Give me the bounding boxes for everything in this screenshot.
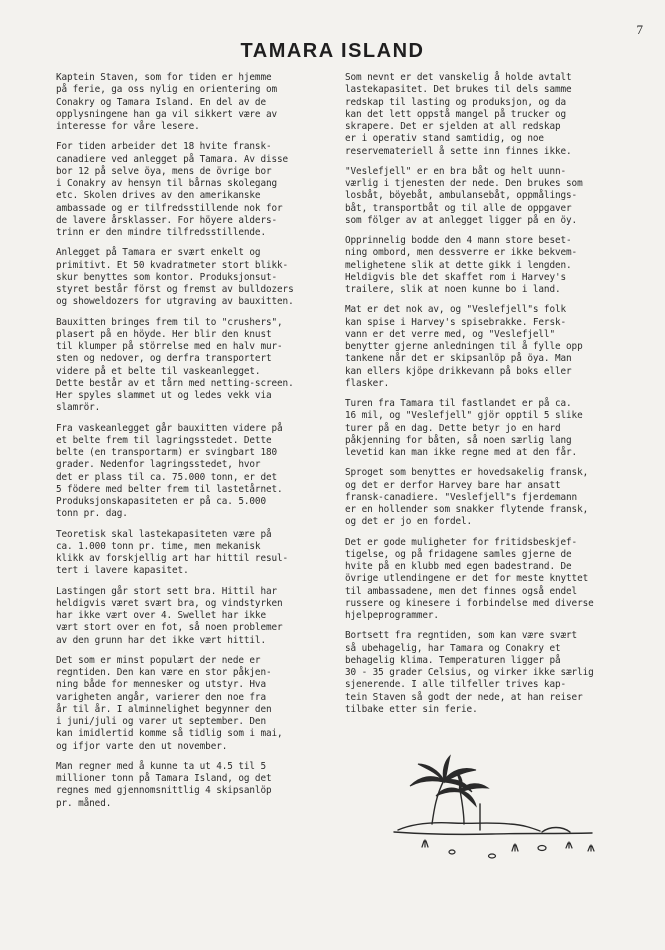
text-line: på ferie, ga oss nylig en orientering om bbox=[56, 84, 278, 96]
text-line: grader. Nedenfor lagringsstedet, hvor bbox=[56, 459, 261, 471]
text-line: Anlegget på Tamara er svært enkelt og bbox=[56, 247, 261, 259]
text-line: Det er gode muligheter for fritidsbeskjef- bbox=[345, 536, 578, 548]
text-line: kan ellers kjöpe drikkevann på boks eller bbox=[345, 365, 572, 377]
text-line: styret består först og fremst av bulldozers bbox=[56, 284, 294, 295]
text-line: sjenerende. I alle tilfeller trives kap- bbox=[345, 679, 567, 691]
text-line: millioner tonn på Tamara Island, og det bbox=[56, 773, 272, 784]
text-line: til ambassadene, men det finnes også endel bbox=[345, 585, 578, 597]
text-line: år til år. I alminnelighet begynner den bbox=[56, 703, 272, 715]
text-line: vann er det verre med, og "Veslefjell" bbox=[345, 328, 555, 340]
text-line: "Veslefjell" er en bra båt og helt uunn- bbox=[345, 165, 567, 177]
text-line: Mat er det nok av, og "Veslefjell"s folk bbox=[345, 304, 567, 316]
text-line: er en hollender som snakker flytende fransk, bbox=[345, 504, 589, 515]
text-line: hvite på en klubb med egen badestrand. De bbox=[345, 561, 572, 572]
text-line: og det er jo en fordel. bbox=[345, 516, 473, 528]
text-line: varigheten angår, varierer den noe fra bbox=[56, 691, 266, 703]
left-column bbox=[56, 72, 331, 818]
text-line: redskap til lasting og produksjon, og da bbox=[345, 96, 567, 108]
palm-island-sketch-icon bbox=[392, 752, 612, 864]
text-line: og det er derfor Harvey bare har ansatt bbox=[345, 479, 561, 491]
text-line: losbåt, böyebåt, ambulansebåt, oppmålings- bbox=[345, 190, 578, 202]
right-column bbox=[345, 72, 617, 724]
text-line: Sproget som benyttes er hovedsakelig fransk, bbox=[345, 467, 589, 479]
text-line: Conakry og Tamara Island. En del av de bbox=[56, 96, 266, 108]
text-line: regnes med gjennomsnittlig 4 skipsanlöp bbox=[56, 785, 272, 797]
text-line: Bauxitten bringes frem til to "crushers", bbox=[56, 316, 283, 328]
text-line: canadiere ved anlegget på Tamara. Av disse bbox=[56, 153, 289, 165]
text-line: plasert på en höyde. Her blir den knust bbox=[56, 328, 272, 340]
text-line: Kaptein Staven, som for tiden er hjemme bbox=[56, 72, 272, 83]
text-line: flasker. bbox=[345, 377, 390, 389]
text-line: tigelse, og på fridagene samles gjerne de bbox=[345, 548, 572, 560]
text-line: skrapere. Det er sjelden at all redskap bbox=[345, 121, 561, 132]
text-line: tein Staven så godt der nede, at han reiser bbox=[345, 691, 583, 703]
text-line: Opprinnelig bodde den 4 mann store beset- bbox=[345, 235, 572, 246]
text-line: Turen fra Tamara til fastlandet er på ca. bbox=[345, 398, 572, 409]
right-column-paragraph bbox=[345, 72, 617, 158]
text-line: Det som er minst populært der nede er bbox=[56, 654, 261, 666]
text-line: så ubehagelig, har Tamara og Conakry et bbox=[345, 642, 561, 654]
text-line: har ikke vært over 4. Swellet har ikke bbox=[56, 610, 266, 621]
text-line: tankene når det er skipsanlöp på öya. Man bbox=[345, 353, 572, 365]
text-line: turer på en dag. Dette betyr jo en hard bbox=[345, 422, 561, 434]
left-column-paragraph bbox=[56, 655, 331, 753]
text-line: melighetene slik at dette gikk i lengden. bbox=[345, 259, 572, 271]
text-line: Dette består av et tårn med netting-screen. bbox=[56, 377, 294, 389]
text-line: russere og kinesere i forbindelse med diverse bbox=[345, 597, 594, 609]
text-line: er i operativ stand samtidig, og noe bbox=[345, 133, 544, 145]
text-line: 30 - 35 grader Celsius, og virker ikke særlig bbox=[345, 667, 594, 678]
article-title: TAMARA ISLAND bbox=[240, 40, 425, 62]
text-line: benytter gjerne anledningen til å fylle opp bbox=[345, 341, 583, 352]
text-line: pr. måned. bbox=[56, 797, 112, 809]
text-line: hjelpeprogrammer. bbox=[345, 610, 439, 621]
text-line: påkjenning for båten, så noen særlig lang bbox=[345, 434, 572, 446]
text-line: primitivt. Et 50 kvadratmeter stort blikk- bbox=[56, 259, 289, 271]
text-line: Man regner med å kunne ta ut 4.5 til 5 bbox=[56, 760, 266, 772]
text-line: de lavere årsklasser. For höyere alders- bbox=[56, 214, 278, 226]
text-line: opplysningene han ga vil sikkert være av bbox=[56, 108, 278, 120]
text-line: i juni/juli og varer ut september. Den bbox=[56, 716, 266, 727]
text-line: interesse for våre lesere. bbox=[56, 121, 200, 132]
text-line: behagelig klima. Temperaturen ligger på bbox=[345, 654, 561, 666]
text-line: tilbake etter sin ferie. bbox=[345, 703, 478, 715]
text-line: bor 12 på selve öya, mens de övrige bor bbox=[56, 165, 272, 177]
text-line: ambassade og er tilfredsstillende nok for bbox=[56, 202, 283, 214]
text-line: slamrör. bbox=[56, 402, 101, 414]
text-line: værlig i tjenesten der nede. Den brukes som bbox=[345, 178, 583, 189]
left-column-paragraph bbox=[56, 761, 331, 810]
text-line: kan imidlertid komme så tidlig som i mai, bbox=[56, 728, 283, 740]
text-line: båt, transportbåt og til alle de oppgaver bbox=[345, 202, 572, 214]
text-line: regntiden. Den kan være en stor påkjen- bbox=[56, 667, 272, 678]
text-line: kan spise i Harvey's spisebrakke. Fersk- bbox=[345, 316, 567, 328]
text-line: 16 mil, og "Veslefjell" gjör opptil 5 slike bbox=[345, 410, 583, 422]
text-line: det er plass til ca. 75.000 tonn, er det bbox=[56, 471, 278, 483]
text-line: trinn er den mindre tilfredsstillende. bbox=[56, 227, 266, 238]
left-column-paragraph bbox=[56, 586, 331, 647]
text-line: heldigvis været svært bra, og vindstyrken bbox=[56, 597, 283, 609]
text-line: 5 födere med belter frem til lastetårnet. bbox=[56, 483, 283, 495]
text-line: Fra vaskeanlegget går bauxitten videre på bbox=[56, 422, 283, 434]
text-line: ning ombord, men dessverre er ikke bekvem- bbox=[345, 247, 578, 259]
left-column-paragraph bbox=[56, 529, 331, 578]
right-column-paragraph bbox=[345, 166, 617, 227]
left-column-paragraph bbox=[56, 72, 331, 133]
right-column-paragraph bbox=[345, 467, 617, 528]
text-line: i Conakry av hensyn til bårnas skolegang bbox=[56, 178, 278, 189]
text-line: som fölger av at anlegget ligger på en öy. bbox=[345, 214, 578, 226]
text-line: övrige utlendingene er det for meste knyttet bbox=[345, 573, 589, 585]
text-line: ning både for mennesker og utstyr. Hva bbox=[56, 679, 266, 691]
text-line: klikk av forskjellig art har hittil resul- bbox=[56, 553, 289, 564]
text-line: For tiden arbeider det 18 hvite fransk- bbox=[56, 141, 272, 153]
page-number: 7 bbox=[636, 22, 643, 37]
text-line: sten og nedover, og derfra transportert bbox=[56, 353, 272, 365]
text-line: Teoretisk skal lastekapasiteten være på bbox=[56, 528, 272, 540]
text-line: til klumper på störrelse med en halv mur- bbox=[56, 341, 283, 352]
text-line: og showeldozers for utgraving av bauxitten. bbox=[56, 296, 294, 308]
text-line: Som nevnt er det vanskelig å holde avtalt bbox=[345, 72, 572, 83]
text-line: fransk-canadiere. "Veslefjell"s fjerdemann bbox=[345, 491, 578, 503]
text-line: reservemateriell å sette inn finnes ikke. bbox=[345, 145, 572, 157]
text-line: Heldigvis ble det skaffet rom i Harvey's bbox=[345, 271, 567, 283]
right-column-paragraph bbox=[345, 537, 617, 623]
text-line: lastekapasitet. Det brukes til dels samme bbox=[345, 84, 572, 96]
text-line: belte (en transportarm) er svingbart 180 bbox=[56, 447, 278, 458]
text-line: av den grunn har det ikke vært hittil. bbox=[56, 634, 266, 646]
text-line: og ifjor varte den ut november. bbox=[56, 740, 228, 752]
text-line: tert i lavere kapasitet. bbox=[56, 565, 189, 577]
left-column-paragraph bbox=[56, 423, 331, 521]
text-line: etc. Skolen drives av den amerikanske bbox=[56, 190, 261, 202]
right-column-paragraph bbox=[345, 630, 617, 716]
left-column-paragraph bbox=[56, 317, 331, 415]
text-line: vært stort over en fot, så noen problemer bbox=[56, 622, 283, 634]
text-line: Bortsett fra regntiden, som kan være svært bbox=[345, 630, 578, 642]
right-column-paragraph bbox=[345, 398, 617, 459]
text-line: videre på et belte til vaskeanlegget. bbox=[56, 365, 261, 377]
text-line: et belte frem til lagringsstedet. Dette bbox=[56, 434, 272, 446]
text-line: Lastingen går stort sett bra. Hittil har bbox=[56, 585, 278, 597]
text-line: ca. 1.000 tonn pr. time, men mekanisk bbox=[56, 540, 261, 552]
text-line: kan det lett oppstå mangel på trucker og bbox=[345, 108, 567, 120]
left-column-paragraph bbox=[56, 141, 331, 239]
right-column-paragraph bbox=[345, 304, 617, 390]
text-line: Produksjonskapasiteten er på ca. 5.000 bbox=[56, 496, 266, 507]
text-line: Her spyles slammet ut og ledes vekk via bbox=[56, 390, 272, 401]
text-line: levetid kan man ikke regne med at den får. bbox=[345, 447, 578, 458]
left-column-paragraph bbox=[56, 247, 331, 308]
text-line: tonn pr. dag. bbox=[56, 508, 128, 520]
text-line: trailere, slik at noen kunne bo i land. bbox=[345, 284, 561, 295]
right-column-paragraph bbox=[345, 235, 617, 296]
text-line: skur benyttes som kontor. Produksjonsut- bbox=[56, 271, 278, 283]
